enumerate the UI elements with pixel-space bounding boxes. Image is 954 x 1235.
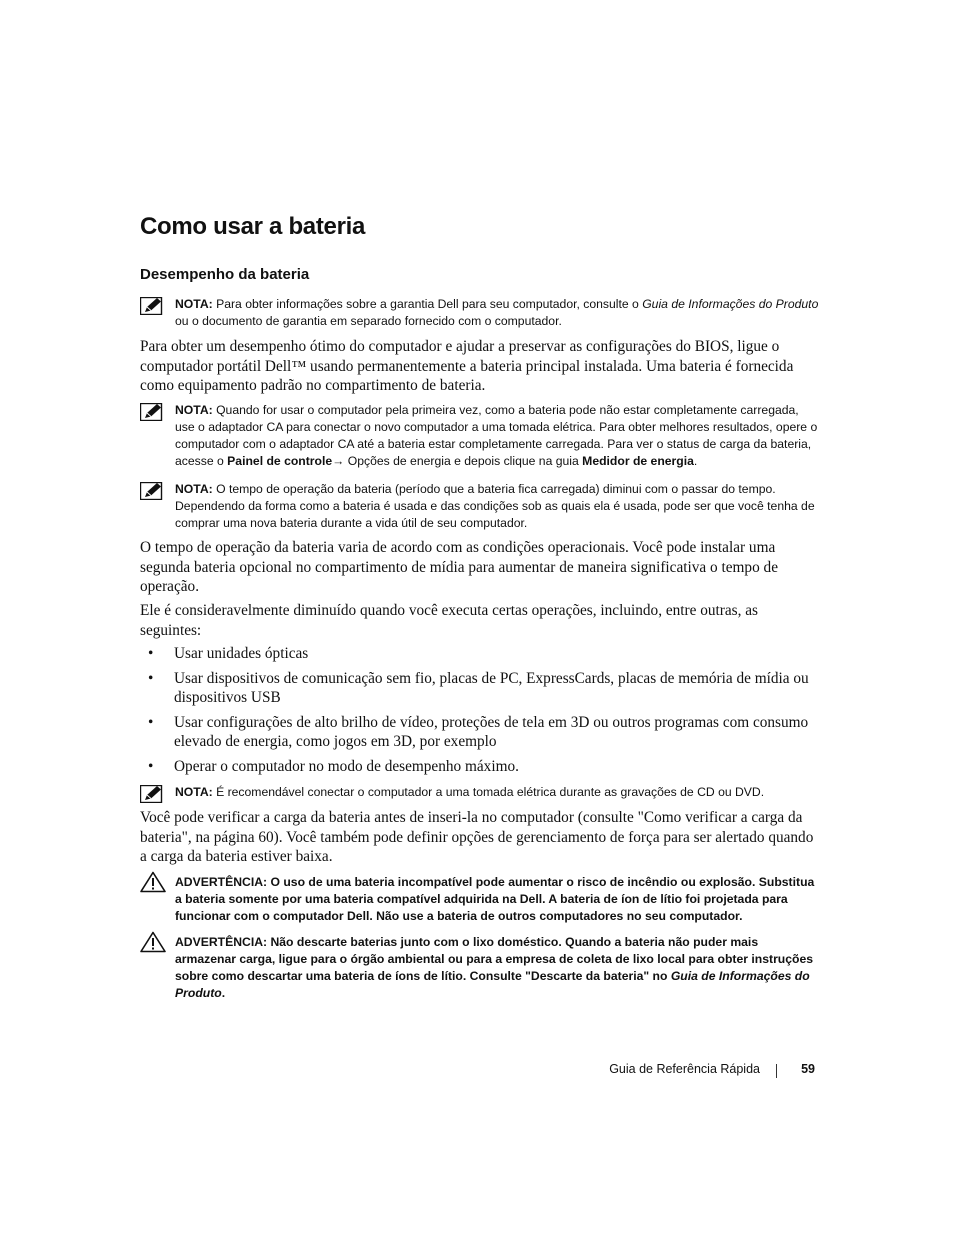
arrow-glyph: → (332, 454, 345, 468)
paragraph-reduced: Ele é consideravelmente diminuído quando você executa certas operações, incluindo, entre outras, as seguintes: (140, 602, 759, 639)
operations-list (140, 644, 820, 776)
warning-triangle-icon (140, 871, 166, 893)
page-number: 59 (801, 1062, 815, 1076)
note-text-end: . (693, 454, 698, 468)
paragraph-performance: Para obter um desempenho ótimo do computador e ajudar a preservar as configurações do BIOS, ligue o computador portátil Dell™ usando permanentemente a bateria principal instalada. Uma bateria é fornecida como equipamento padrão no compartimento de bateria. (140, 338, 794, 394)
warning-triangle-icon (140, 931, 166, 953)
note-pencil-icon (140, 297, 164, 315)
warning-disposal (140, 934, 820, 1002)
note-warranty (140, 296, 820, 330)
paragraph-check-charge: Você pode verificar a carga da bateria antes de inseri-la no computador (consulte "Como verificar a carga da bateria", na página 60). Você também pode definir opções de gerenciamento de força para ser alertado quando a carga da bateria estiver baixa. (140, 809, 814, 865)
note-text: É recomendável conectar o computador a uma tomada elétrica durante as gravações de CD ou DVD. (212, 785, 765, 799)
note-text-mid: Opções de energia e depois clique na guia (344, 454, 583, 468)
note-operating-time (140, 481, 820, 532)
note-text: Para obter informações sobre a garantia Dell para seu computador, consulte o (212, 297, 643, 311)
warning-incompatible-battery (140, 874, 820, 925)
note-label: NOTA: (175, 297, 213, 311)
note-pencil-icon (140, 403, 164, 421)
bullet-icon: • (148, 645, 154, 662)
warning-italic-reference: Guia de Informações do Produto (175, 969, 810, 1000)
warning-label: ADVERTÊNCIA: (175, 875, 268, 889)
section-heading: Desempenho da bateria (140, 266, 310, 283)
note-cd-dvd (140, 784, 820, 801)
note-label: NOTA: (175, 403, 213, 417)
note-first-use (140, 402, 820, 470)
page-title: Como usar a bateria (140, 213, 366, 240)
note-label: NOTA: (175, 482, 213, 496)
control-panel-label: Painel de controle (227, 454, 333, 468)
list-item: • Operar o computador no modo de desempenho máximo. (148, 757, 519, 775)
list-item: • Usar unidades ópticas (148, 645, 309, 662)
warning-text: O uso de uma bateria incompatível pode aumentar o risco de incêndio ou explosão. Substitua a bateria somente por uma bateria compatível adquirida na Dell. A bateria de íon de lítio foi projetada para funcionar com o computador Dell. Não use a bateria de outros computadores no seu computador. (175, 875, 815, 923)
note-text: O tempo de operação da bateria (período que a bateria fica carregada) diminui com o passar do tempo. Dependendo da forma como a bateria é usada e das condições sob as quais ela é usada, pode ser que você tenha de comprar uma nova bateria durante a vida útil de seu computador. (175, 482, 815, 530)
list-item: • Usar configurações de alto brilho de vídeo, proteções de tela em 3D ou outros programas com consumo elevado de energia, como jogos em 3D, por exemplo (148, 713, 809, 750)
warning-text-end: . (221, 986, 226, 1000)
note-text-end: ou o documento de garantia em separado fornecido com o computador. (175, 314, 562, 328)
bullet-icon: • (148, 757, 154, 775)
paragraph-operating-time: O tempo de operação da bateria varia de acordo com as condições operacionais. Você pode instalar uma segunda bateria opcional no compartimento de mídia para aumentar de maneira significativa o tempo de operação. (140, 539, 778, 595)
bullet-icon: • (148, 713, 154, 731)
note-italic-reference: Guia de Informações do Produto (642, 297, 819, 311)
footer-title: Guia de Referência Rápida (609, 1062, 760, 1076)
warning-label: ADVERTÊNCIA: (175, 935, 268, 949)
note-text: Quando for usar o computador pela primeira vez, como a bateria pode não estar completamente carregada, use o adaptador CA para conectar o novo computador a uma tomada elétrica. Para obter melhores resultados, opere o computador com o adaptador CA até a bateria estar completamente carregada. Para ver o status de carga da bateria, acesse o (175, 403, 818, 468)
footer-divider (776, 1064, 777, 1078)
note-pencil-icon (140, 785, 164, 803)
warning-text: Não descarte baterias junto com o lixo doméstico. Quando a bateria não puder mais armazenar carga, ligue para o órgão ambiental ou para a empresa de coleta de lixo local para obter instruções sobre como descartar uma bateria de íons de lítio. Consulte "Descarte da bateria" no (175, 935, 814, 983)
power-meter-label: Medidor de energia (582, 454, 694, 468)
note-label: NOTA: (175, 785, 213, 799)
note-pencil-icon (140, 482, 164, 500)
bullet-icon: • (148, 669, 154, 687)
list-item: • Usar dispositivos de comunicação sem fio, placas de PC, ExpressCards, placas de memória de mídia ou dispositivos USB (148, 669, 809, 706)
